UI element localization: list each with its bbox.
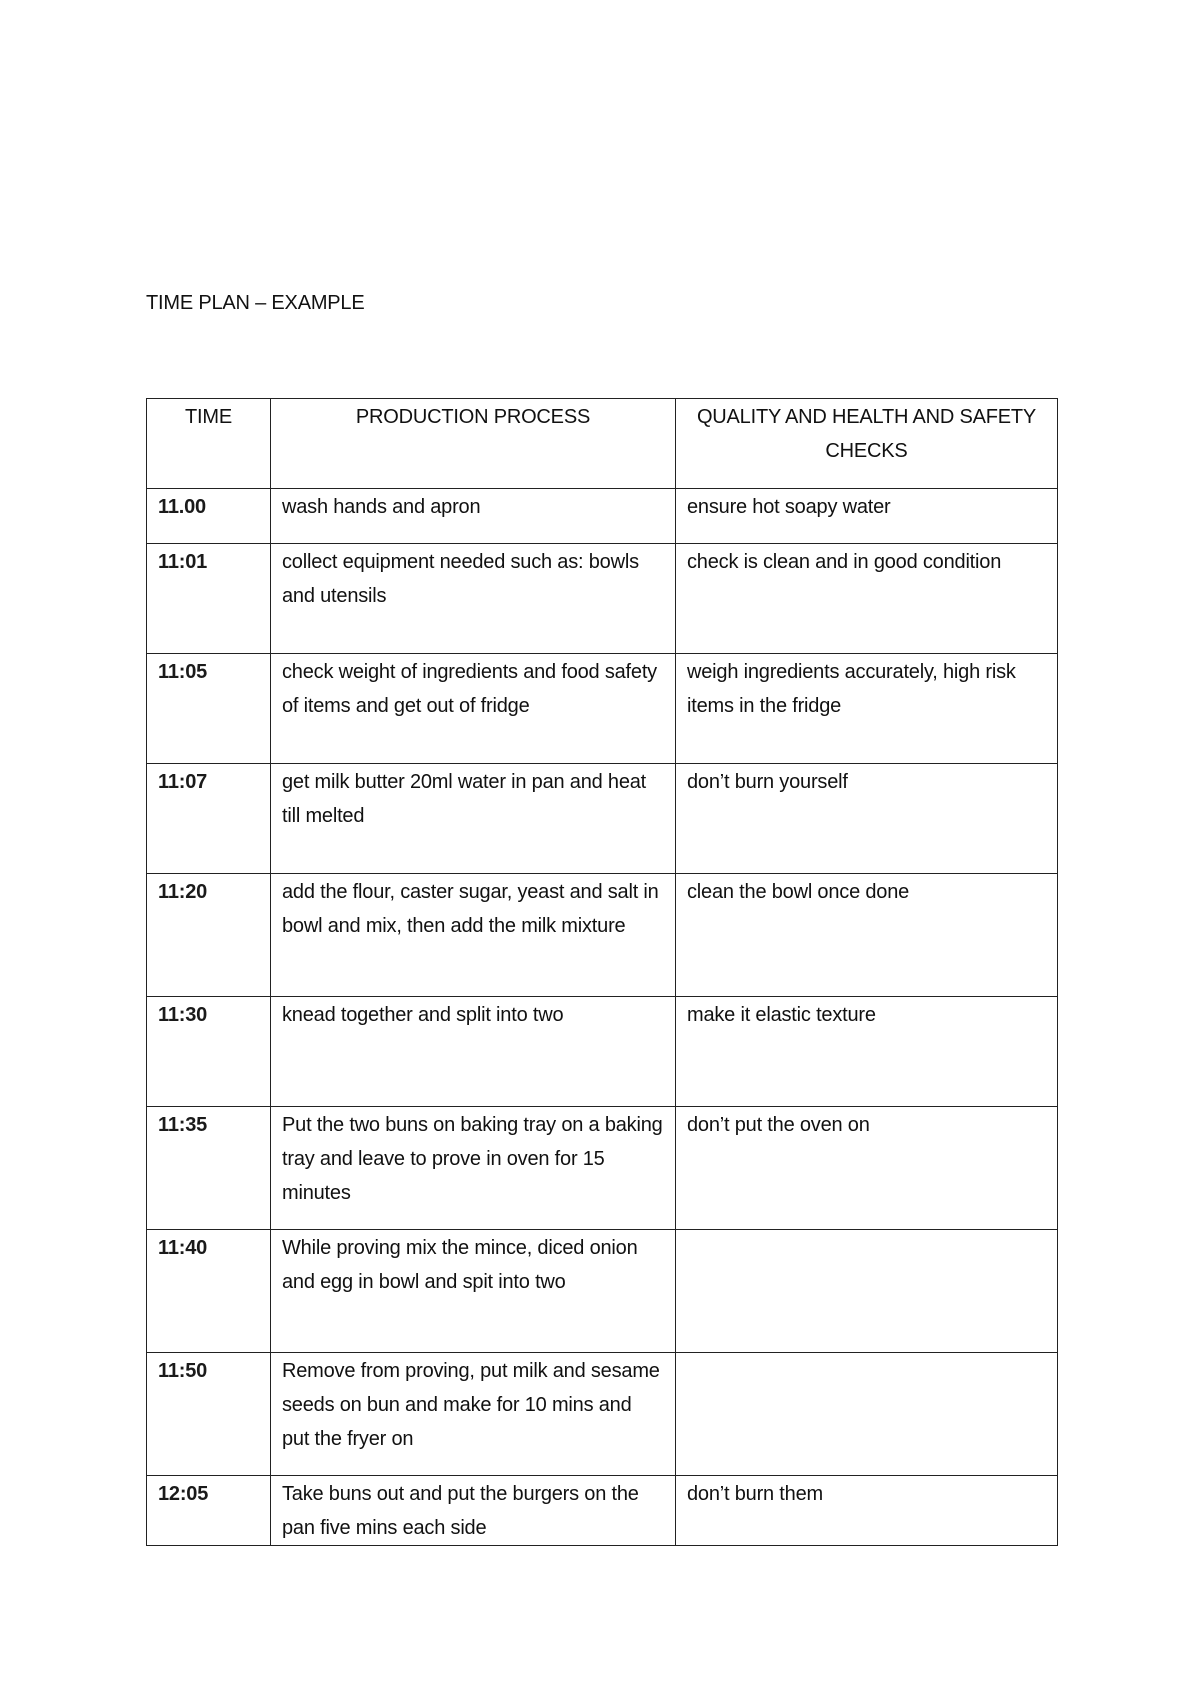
time-cell: 11:05 bbox=[147, 654, 271, 764]
table-row bbox=[147, 764, 1058, 874]
time-cell: 11:30 bbox=[147, 997, 271, 1107]
time-plan-table bbox=[146, 398, 1058, 1546]
header-quality-checks: QUALITY AND HEALTH AND SAFETY CHECKS bbox=[676, 399, 1058, 489]
table-row bbox=[147, 489, 1058, 544]
time-cell: 11:40 bbox=[147, 1230, 271, 1353]
process-cell: check weight of ingredients and food safety of items and get out of fridge bbox=[271, 654, 676, 764]
table-row bbox=[147, 1107, 1058, 1230]
checks-cell: don’t burn yourself bbox=[676, 764, 1058, 874]
time-cell: 11.00 bbox=[147, 489, 271, 544]
process-cell: Take buns out and put the burgers on the pan five mins each side bbox=[271, 1476, 676, 1546]
time-cell: 11:35 bbox=[147, 1107, 271, 1230]
process-cell: wash hands and apron bbox=[271, 489, 676, 544]
table-row bbox=[147, 1353, 1058, 1476]
checks-cell: clean the bowl once done bbox=[676, 874, 1058, 997]
process-cell: Remove from proving, put milk and sesame seeds on bun and make for 10 mins and put the fryer on bbox=[271, 1353, 676, 1476]
table-row bbox=[147, 544, 1058, 654]
time-cell: 11:01 bbox=[147, 544, 271, 654]
process-cell: collect equipment needed such as: bowls and utensils bbox=[271, 544, 676, 654]
table-row bbox=[147, 1476, 1058, 1546]
header-time: TIME bbox=[147, 399, 271, 489]
checks-cell: weigh ingredients accurately, high risk items in the fridge bbox=[676, 654, 1058, 764]
table-header-row bbox=[147, 399, 1058, 489]
process-cell: get milk butter 20ml water in pan and heat till melted bbox=[271, 764, 676, 874]
time-cell: 11:07 bbox=[147, 764, 271, 874]
time-cell: 12:05 bbox=[147, 1476, 271, 1546]
checks-cell: don’t put the oven on bbox=[676, 1107, 1058, 1230]
checks-cell bbox=[676, 1230, 1058, 1353]
process-cell: While proving mix the mince, diced onion and egg in bowl and spit into two bbox=[271, 1230, 676, 1353]
checks-cell: ensure hot soapy water bbox=[676, 489, 1058, 544]
process-cell: knead together and split into two bbox=[271, 997, 676, 1107]
checks-cell: check is clean and in good condition bbox=[676, 544, 1058, 654]
document-title: TIME PLAN – EXAMPLE bbox=[146, 292, 365, 314]
time-cell: 11:20 bbox=[147, 874, 271, 997]
checks-cell: don’t burn them bbox=[676, 1476, 1058, 1546]
process-cell: Put the two buns on baking tray on a baking tray and leave to prove in oven for 15 minutes bbox=[271, 1107, 676, 1230]
header-production-process: PRODUCTION PROCESS bbox=[271, 399, 676, 489]
table-row bbox=[147, 997, 1058, 1107]
checks-cell: make it elastic texture bbox=[676, 997, 1058, 1107]
table-row bbox=[147, 654, 1058, 764]
table-row bbox=[147, 1230, 1058, 1353]
time-cell: 11:50 bbox=[147, 1353, 271, 1476]
process-cell: add the flour, caster sugar, yeast and salt in bowl and mix, then add the milk mixture bbox=[271, 874, 676, 997]
checks-cell bbox=[676, 1353, 1058, 1476]
table-row bbox=[147, 874, 1058, 997]
